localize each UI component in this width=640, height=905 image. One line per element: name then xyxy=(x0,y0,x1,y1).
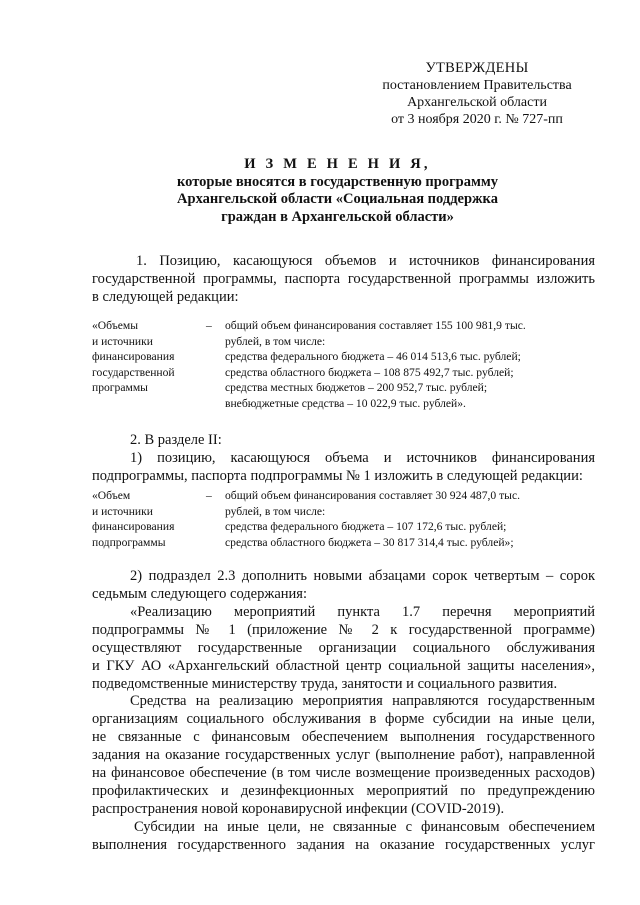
table-value-line: средства областного бюджета – 30 817 314,4 тыс. рублей»; xyxy=(225,535,514,549)
paragraph-line: задания на оказание государственных услуг (выполнение работ), направленной xyxy=(92,747,595,763)
table-value-line: средства местных бюджетов – 200 952,7 тыс. рублей; xyxy=(225,381,488,395)
table-values xyxy=(225,488,595,550)
quote-paragraph-3 xyxy=(92,818,595,854)
financing-table-subprogram xyxy=(92,488,592,556)
approval-line: постановлением Правительства xyxy=(382,78,572,93)
table-value-line: средства областного бюджета – 108 875 492,7 тыс. рублей; xyxy=(225,365,514,379)
approval-block xyxy=(362,60,592,128)
table-label-line: финансирования xyxy=(92,520,175,534)
paragraph-line: в следующей редакции: xyxy=(92,289,239,305)
title-line: граждан в Архангельской области» xyxy=(221,208,454,225)
table-value-line: общий объем финансирования составляет 30 924 487,0 тыс. xyxy=(225,489,520,502)
paragraph-line: на финансовое обеспечение (в том числе возмещение произведенных расходов) xyxy=(92,765,595,781)
table-label-line: программы xyxy=(92,381,148,395)
table-label-line: финансирования xyxy=(92,350,175,364)
paragraph-item-2-2 xyxy=(92,567,595,603)
table-label-line: «Объемы xyxy=(92,319,139,332)
paragraph-line: распространения новой коронавирусной инфекции (COVID-2019). xyxy=(92,801,505,817)
table-value-line: средства федерального бюджета – 46 014 513,6 тыс. рублей; xyxy=(225,350,521,364)
table-value-line: внебюджетные средства – 10 022,9 тыс. рублей». xyxy=(225,396,466,410)
paragraph-line: 1. Позицию, касающуюся объемов и источников финансирования xyxy=(136,253,595,269)
table-label-line: и источники xyxy=(92,334,153,348)
table-label-line: и источники xyxy=(92,504,153,518)
paragraph-line: организациям социального обслуживания в форме субсидии на иные цели, xyxy=(92,711,595,727)
table-label-line: подпрограммы xyxy=(92,535,166,549)
document-title xyxy=(90,156,585,226)
paragraph-heading: 2. В разделе II: xyxy=(130,432,222,448)
title-word: И З М Е Н Е Н И Я, xyxy=(244,156,431,172)
table-values xyxy=(225,318,595,412)
table-label xyxy=(92,488,202,550)
approval-line: от 3 ноября 2020 г. № 727-пп xyxy=(391,112,563,127)
paragraph-line: и ГКУ АО «Архангельский областной центр социальной защиты населения», xyxy=(92,658,595,674)
paragraph-line: не связанные с финансовым обеспечением выполнения государственного xyxy=(92,729,595,745)
paragraph-line: 1) позицию, касающуюся объема и источников финансирования xyxy=(130,450,595,466)
paragraph-line: подведомственные министерству труда, занятости и социального развития. xyxy=(92,676,558,692)
table-dash: – xyxy=(206,489,212,502)
approval-line: Архангельской области xyxy=(407,95,547,110)
paragraph-item-2 xyxy=(92,431,595,485)
quote-paragraph-1 xyxy=(92,603,595,693)
paragraph-line: осуществляют государственные организации социального обслуживания xyxy=(92,640,595,656)
title-line: которые вносятся в государственную программу xyxy=(177,173,498,190)
table-value-line: средства федерального бюджета – 107 172,6 тыс. рублей; xyxy=(225,520,507,534)
paragraph-line: подпрограммы, паспорта подпрограммы № 1 изложить в следующей редакции: xyxy=(92,468,583,484)
approval-title: УТВЕРЖДЕНЫ xyxy=(425,60,529,76)
paragraph-line: выполнения государственного задания на оказание государственных услуг xyxy=(92,837,595,853)
quote-paragraph-2 xyxy=(92,692,595,818)
paragraph-line: Средства на реализацию мероприятия направляются государственным xyxy=(130,693,595,709)
table-value-line: общий объем финансирования составляет 155 100 981,9 тыс. xyxy=(225,319,526,332)
paragraph-line: государственной программы, паспорта государственной программы изложить xyxy=(92,271,595,287)
paragraph-line: подпрограммы № 1 (приложение № 2 к государственной программе) xyxy=(92,622,595,638)
table-label-line: «Объем xyxy=(92,489,131,502)
table-label xyxy=(92,318,202,396)
paragraph-line: профилактических и дезинфекционных мероприятий по предупреждению xyxy=(92,783,595,799)
table-value-line: рублей, в том числе: xyxy=(225,334,326,348)
paragraph-line: «Реализацию мероприятий пункта 1.7 перечня мероприятий xyxy=(130,604,595,620)
table-label-line: государственной xyxy=(92,365,175,379)
paragraph-line: седьмым следующего содержания: xyxy=(92,586,308,602)
table-value-line: рублей, в том числе: xyxy=(225,504,326,518)
title-line: Архангельской области «Социальная поддержка xyxy=(177,191,498,207)
financing-table-program xyxy=(92,318,592,418)
paragraph-item-1 xyxy=(92,252,595,306)
paragraph-line: 2) подраздел 2.3 дополнить новыми абзацами сорок четвертым – сорок xyxy=(130,568,595,584)
table-dash: – xyxy=(206,319,212,332)
paragraph-line: Субсидии на иные цели, не связанные с финансовым обеспечением xyxy=(134,819,595,835)
